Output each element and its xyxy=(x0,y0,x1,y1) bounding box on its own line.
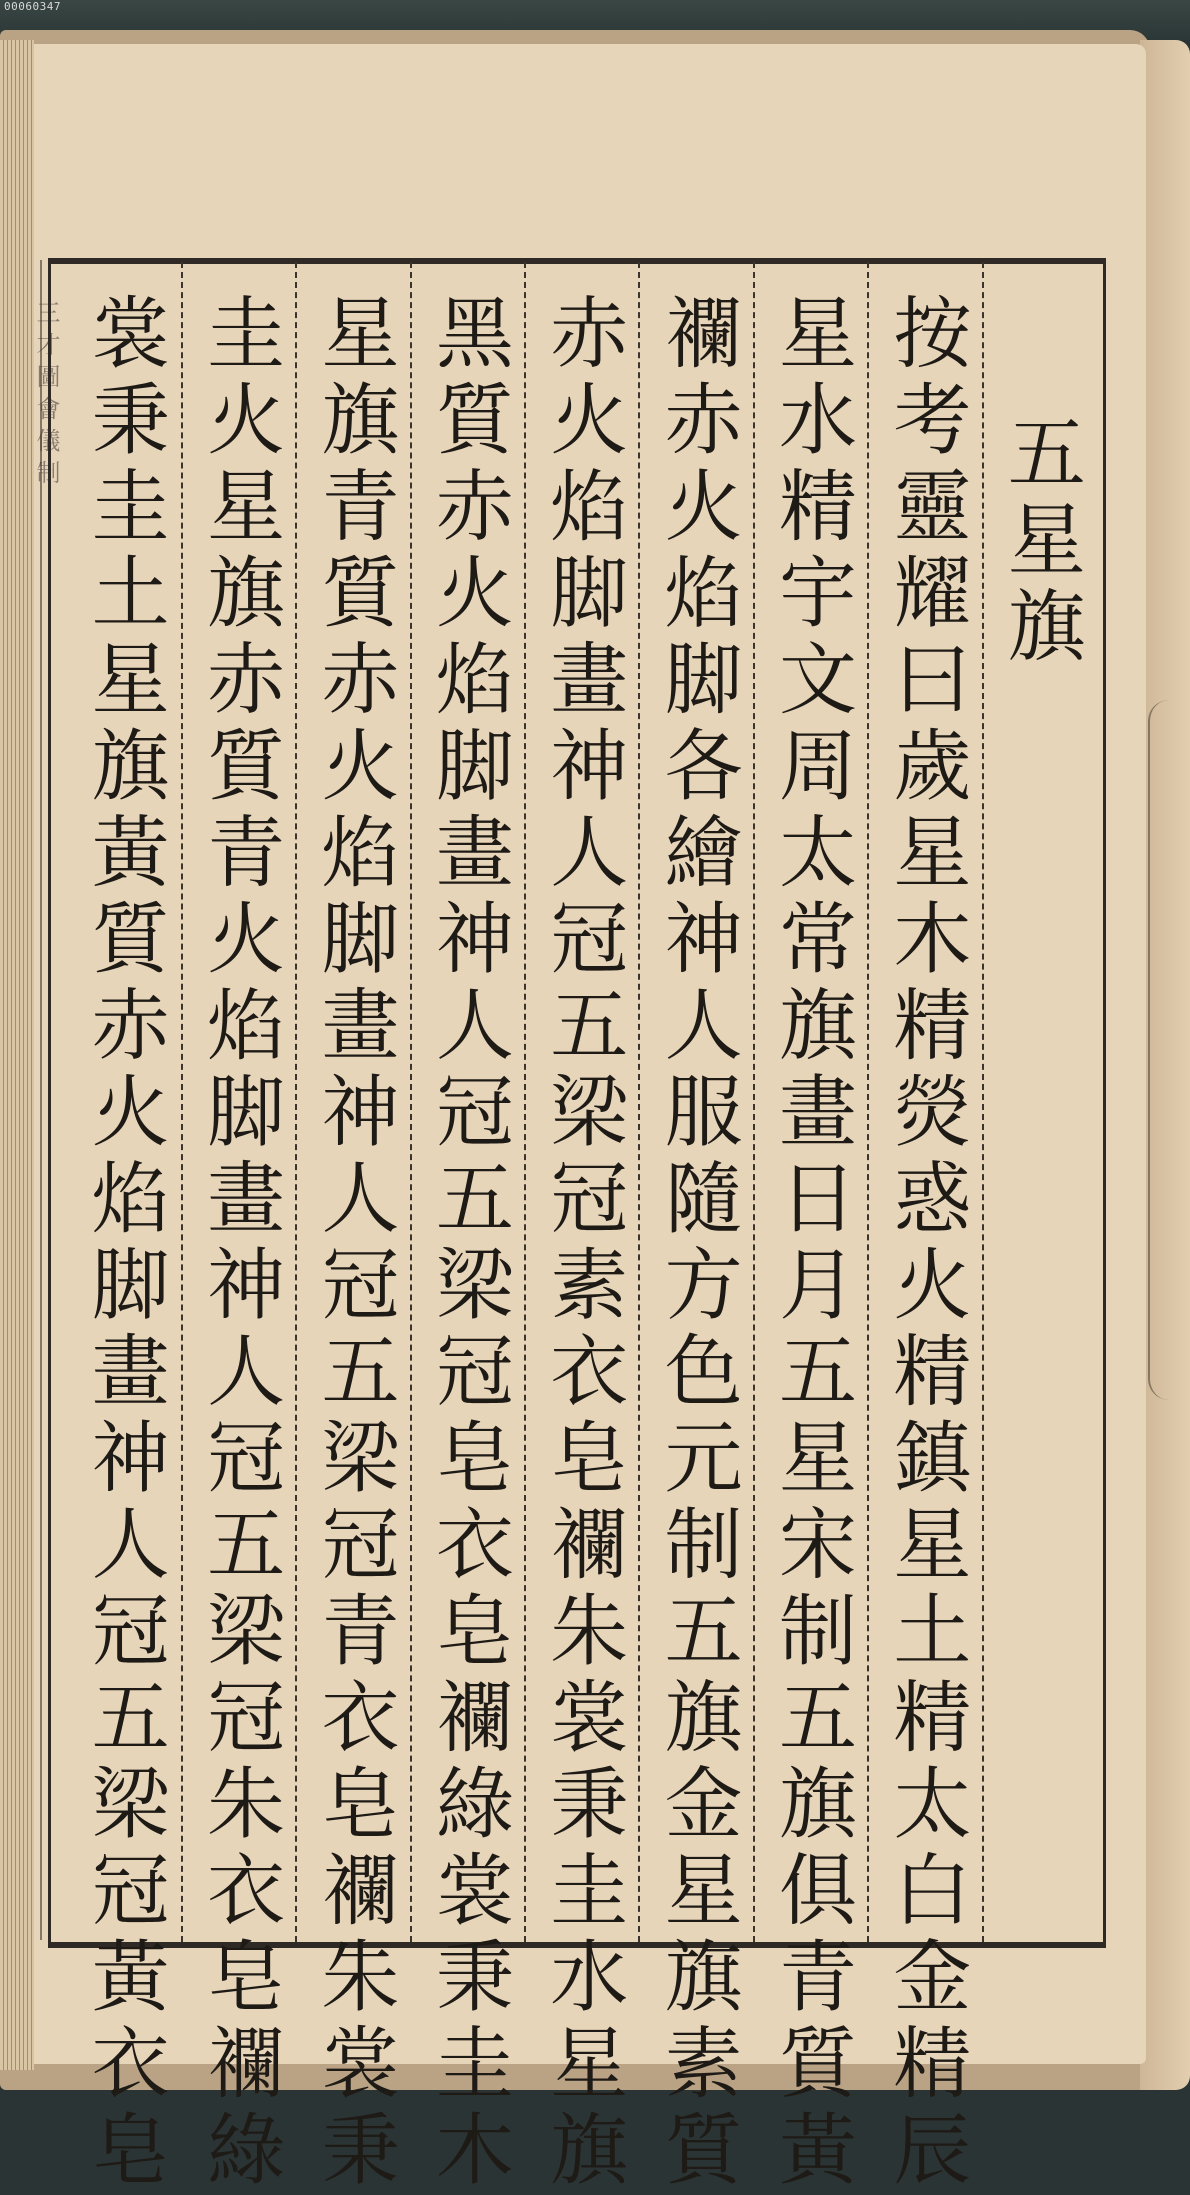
column-text: 襴赤火焰脚各繪神人服隨方色元制五旗金星旗素質 xyxy=(651,292,742,2195)
text-column xyxy=(181,262,295,2195)
text-column xyxy=(295,262,409,2195)
text-column xyxy=(753,262,867,2195)
column-text: 赤火焰脚畫神人冠五梁冠素衣皂襴朱裳秉圭水星旗 xyxy=(537,292,628,2195)
column-text: 裳秉圭土星旗黃質赤火焰脚畫神人冠五梁冠黃衣皂 xyxy=(78,292,169,2195)
column-text: 圭火星旗赤質青火焰脚畫神人冠五梁冠朱衣皂襴綠 xyxy=(194,292,285,2195)
page-title: 五星旗 xyxy=(994,412,1085,672)
text-column xyxy=(410,262,524,2195)
next-page-illustration xyxy=(1148,700,1190,1400)
text-column xyxy=(638,262,752,2195)
text-area xyxy=(66,262,1096,2195)
column-title xyxy=(982,262,1096,1942)
column-text: 星水精宇文周太常旗畫日月五星宋制五旗俱青質黃 xyxy=(766,292,857,2195)
text-column xyxy=(66,262,180,2195)
text-column xyxy=(867,262,981,2195)
column-text: 按考靈耀曰歲星木精熒惑火精鎮星土精太白金精辰 xyxy=(880,292,971,2195)
text-column xyxy=(524,262,638,2195)
column-text: 星旗青質赤火焰脚畫神人冠五梁冠青衣皂襴朱裳秉 xyxy=(308,292,399,2195)
scan-id-label: 00060347 xyxy=(4,0,61,13)
gutter-text: 三才圖會儀制 xyxy=(32,300,60,492)
column-text: 黑質赤火焰脚畫神人冠五梁冠皂衣皂襴綠裳秉圭木 xyxy=(422,292,513,2195)
